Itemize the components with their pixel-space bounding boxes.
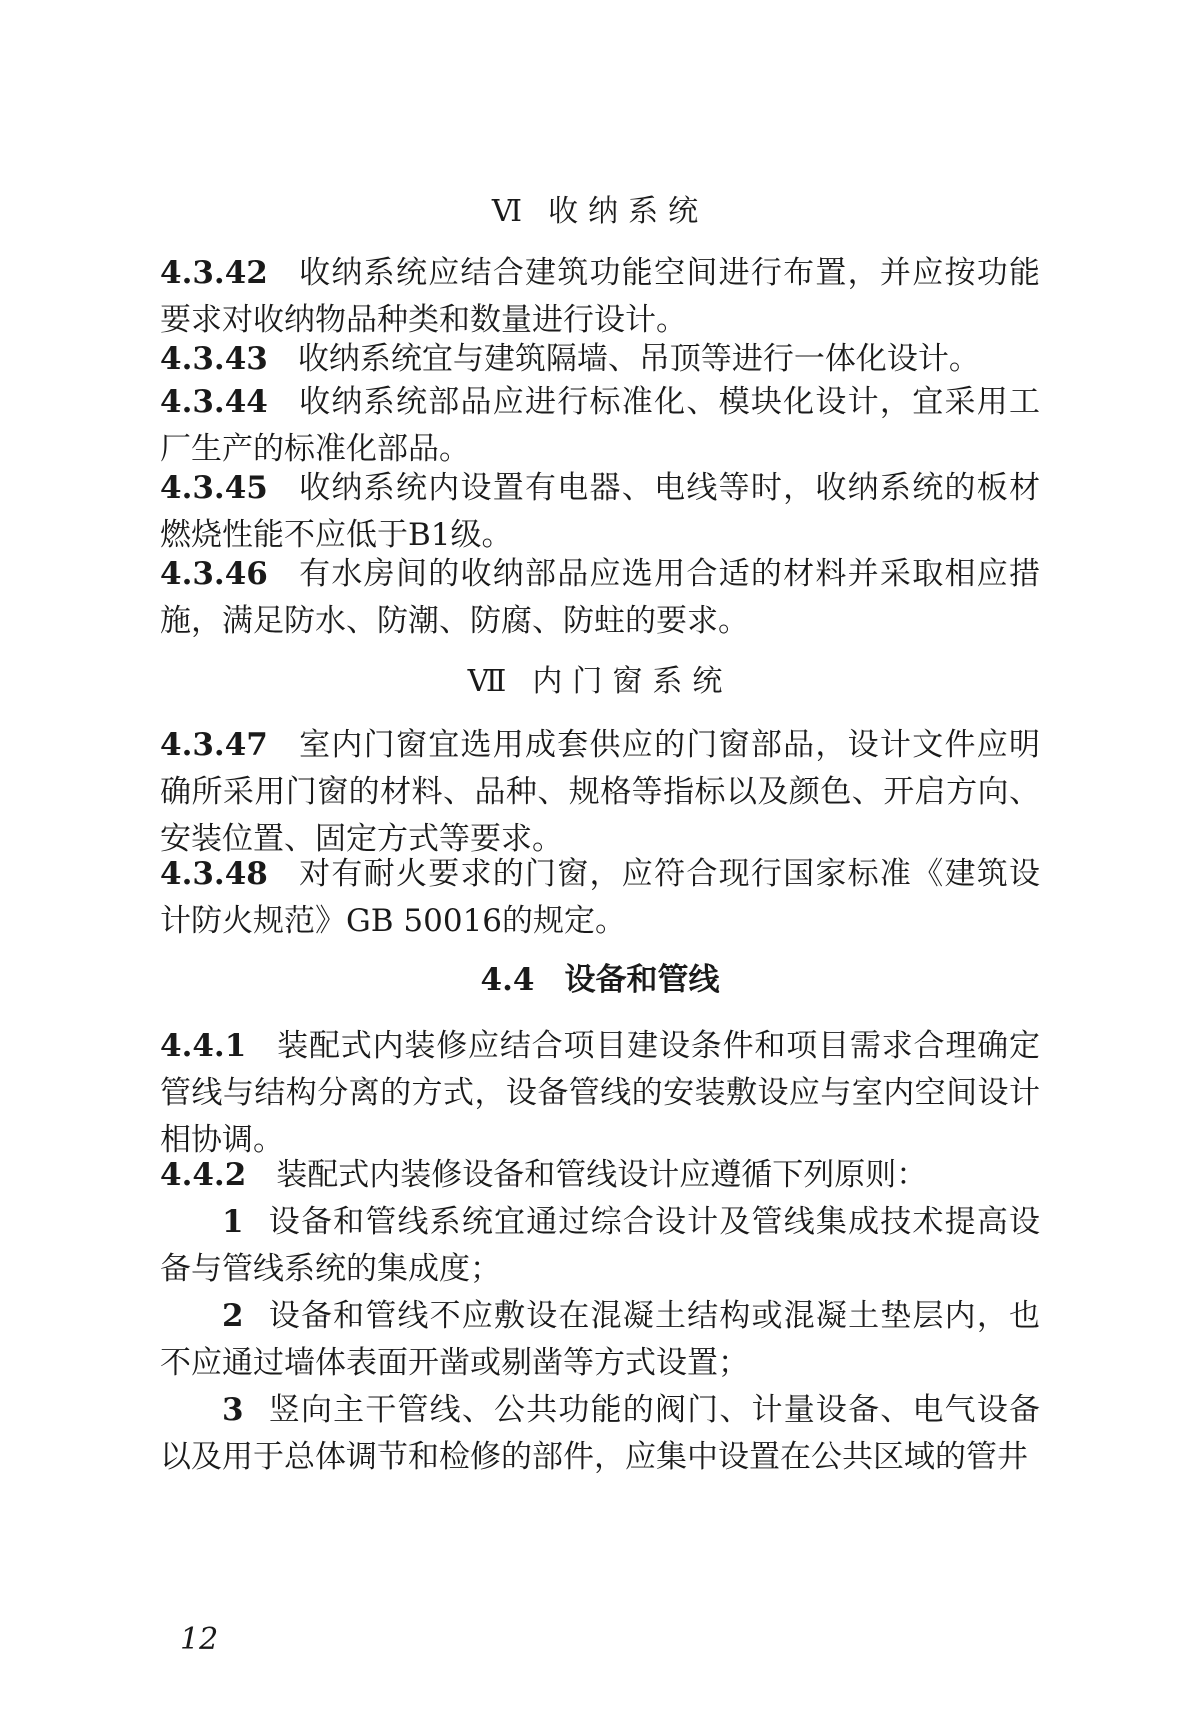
section-title: 收纳系统 bbox=[548, 194, 709, 229]
clause-number: 4.3.46 bbox=[160, 556, 268, 592]
list-item bbox=[160, 1293, 1040, 1387]
clause-4-3-46 bbox=[160, 551, 1040, 645]
clause-number: 4.3.44 bbox=[160, 384, 268, 420]
section-heading-doors-windows bbox=[160, 662, 1040, 702]
heading-title: 设备和管线 bbox=[564, 962, 720, 998]
item-text: 竖向主干管线、公共功能的阀门、计量设备、电气设备以及用于总体调节和检修的部件，应集中设置在公共区域的管井 bbox=[160, 1392, 1040, 1475]
document-page bbox=[160, 0, 1040, 1725]
section-heading-storage bbox=[160, 192, 1040, 232]
clause-text: 装配式内装修设备和管线设计应遵循下列原则： bbox=[276, 1157, 928, 1193]
clause-text: 收纳系统应结合建筑功能空间进行布置，并应按功能要求对收纳物品种类和数量进行设计。 bbox=[160, 255, 1040, 338]
clause-text: 收纳系统宜与建筑隔墙、吊顶等进行一体化设计。 bbox=[297, 341, 980, 377]
heading-number: 4.4 bbox=[480, 962, 535, 998]
section-title: 内门窗系统 bbox=[532, 664, 733, 699]
clause-4-3-42 bbox=[160, 250, 1040, 344]
item-number: 1 bbox=[222, 1204, 244, 1240]
item-number: 3 bbox=[222, 1392, 244, 1428]
clause-number: 4.3.45 bbox=[160, 470, 268, 506]
clause-4-4-2 bbox=[160, 1152, 1040, 1481]
clause-number: 4.3.47 bbox=[160, 727, 268, 763]
clause-4-4-1 bbox=[160, 1023, 1040, 1164]
clause-number: 4.3.48 bbox=[160, 856, 268, 892]
clause-number: 4.4.1 bbox=[160, 1028, 247, 1064]
clause-text: 有水房间的收纳部品应选用合适的材料并采取相应措施，满足防水、防潮、防腐、防蛀的要求。 bbox=[160, 556, 1040, 639]
clause-text: 收纳系统部品应进行标准化、模块化设计，宜采用工厂生产的标准化部品。 bbox=[160, 384, 1040, 467]
clause-text: 室内门窗宜选用成套供应的门窗部品，设计文件应明确所采用门窗的材料、品种、规格等指标以及颜色、开启方向、安装位置、固定方式等要求。 bbox=[160, 727, 1040, 857]
clause-4-3-48 bbox=[160, 851, 1040, 945]
section-number: Ⅶ bbox=[467, 664, 507, 699]
clause-text: 收纳系统内设置有电器、电线等时，收纳系统的板材燃烧性能不应低于B1级。 bbox=[160, 470, 1040, 553]
clause-lead bbox=[160, 1152, 1040, 1199]
chapter-heading-4-4 bbox=[160, 960, 1040, 1000]
item-text: 设备和管线不应敷设在混凝土结构或混凝土垫层内，也不应通过墙体表面开凿或剔凿等方式设置； bbox=[160, 1298, 1040, 1381]
clause-text: 装配式内装修应结合项目建设条件和项目需求合理确定管线与结构分离的方式，设备管线的安装敷设应与室内空间设计相协调。 bbox=[160, 1028, 1040, 1158]
clause-number: 4.3.43 bbox=[160, 341, 268, 377]
list-item bbox=[160, 1199, 1040, 1293]
section-number: Ⅵ bbox=[491, 194, 523, 229]
clause-number: 4.4.2 bbox=[160, 1157, 247, 1193]
clause-number: 4.3.42 bbox=[160, 255, 268, 291]
item-text: 设备和管线系统宜通过综合设计及管线集成技术提高设备与管线系统的集成度； bbox=[160, 1204, 1040, 1287]
clause-4-3-47 bbox=[160, 722, 1040, 863]
clause-text: 对有耐火要求的门窗，应符合现行国家标准《建筑设计防火规范》GB 50016的规定。 bbox=[160, 856, 1040, 939]
page-number: 12 bbox=[180, 1622, 219, 1657]
clause-4-3-43 bbox=[160, 336, 1040, 383]
list-item bbox=[160, 1387, 1040, 1481]
clause-4-3-45 bbox=[160, 465, 1040, 559]
item-number: 2 bbox=[222, 1298, 244, 1334]
clause-4-3-44 bbox=[160, 379, 1040, 473]
